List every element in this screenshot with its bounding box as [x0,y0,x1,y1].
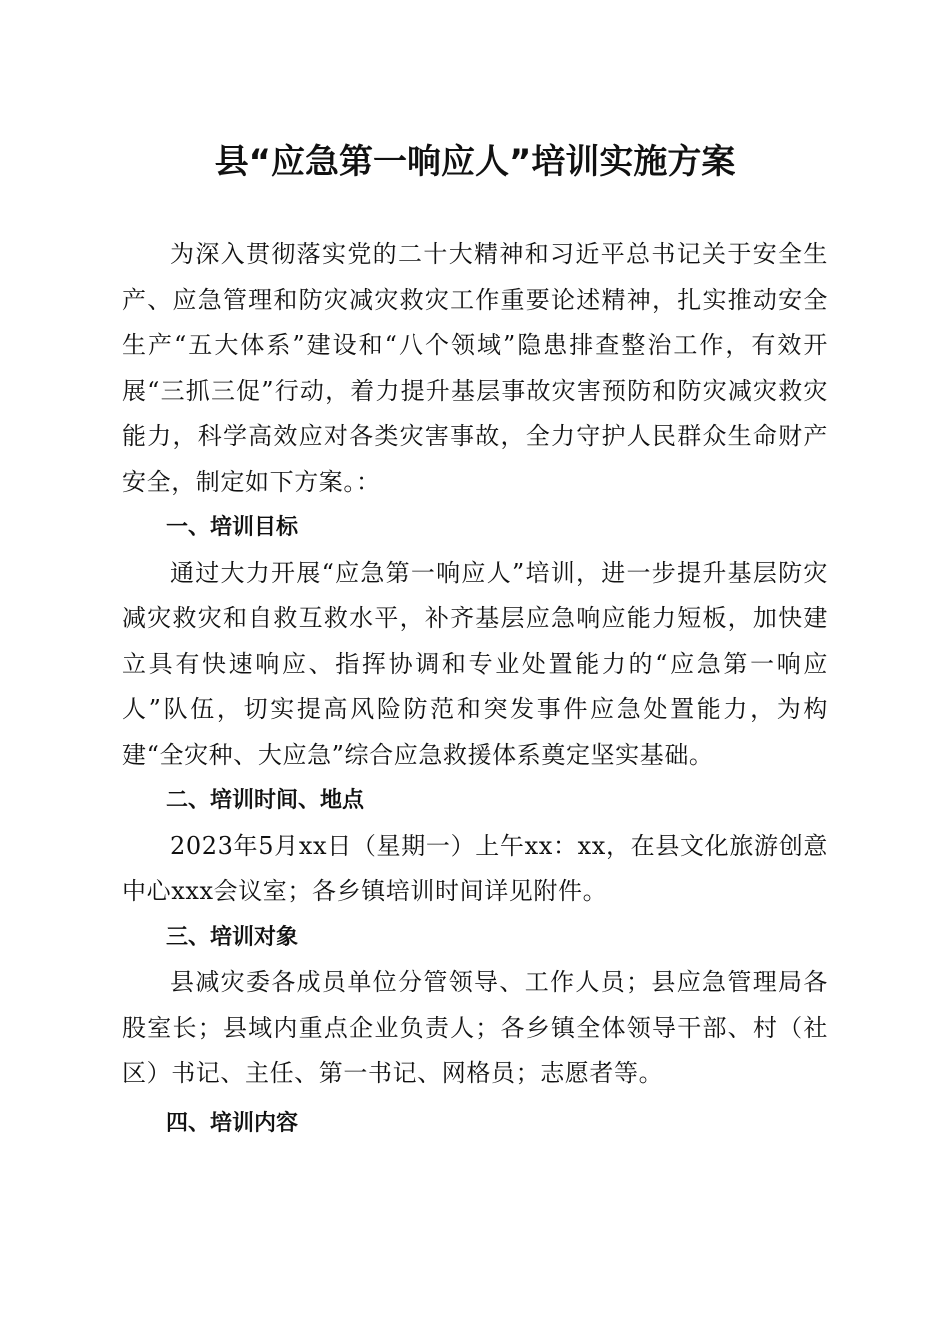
section-text-training-audience: 县减灾委各成员单位分管领导、工作人员；县应急管理局各股室长；县域内重点企业负责人；各乡镇全体领导干部、村（社区）书记、主任、第一书记、网格员；志愿者等。 [122,968,828,1087]
intro-paragraph: 为深入贯彻落实党的二十大精神和习近平总书记关于安全生产、应急管理和防灾减灾救灾工作重要论述精神，扎实推动安全生产“五大体系”建设和“八个领域”隐患排查整治工作，有效开展“三抓三促”行动，着力提升基层事故灾害预防和防灾减灾救灾能力，科学高效应对各类灾害事故，全力守护人民群众生命财产安全，制定如下方案。： [122,240,828,496]
section-heading-training-content: 四、培训内容 [166,1110,299,1136]
document-body [122,232,828,1146]
section-text-time-place: 2023年5月xx日（星期一）上午xx：xx，在县文化旅游创意中心xxx会议室；各乡镇培训时间详见附件。 [122,831,828,905]
section-heading-training-audience: 三、培训对象 [166,924,299,950]
document-title: 县“应急第一响应人”培训实施方案 [214,142,736,182]
section-heading-training-goals: 一、培训目标 [166,515,299,540]
section-heading-time-place: 二、培训时间、地点 [166,788,365,813]
section-text-training-goals: 通过大力开展“应急第一响应人”培训，进一步提升基层防灾减灾救灾和自救互救水平，补齐基层应急响应能力短板，加快建立具有快速响应、指挥协调和专业处置能力的“应急第一响应人”队伍，切实提高风险防范和突发事件应急处置能力，为构建“全灾种、大应急”综合应急救援体系奠定坚实基础。 [122,558,828,769]
